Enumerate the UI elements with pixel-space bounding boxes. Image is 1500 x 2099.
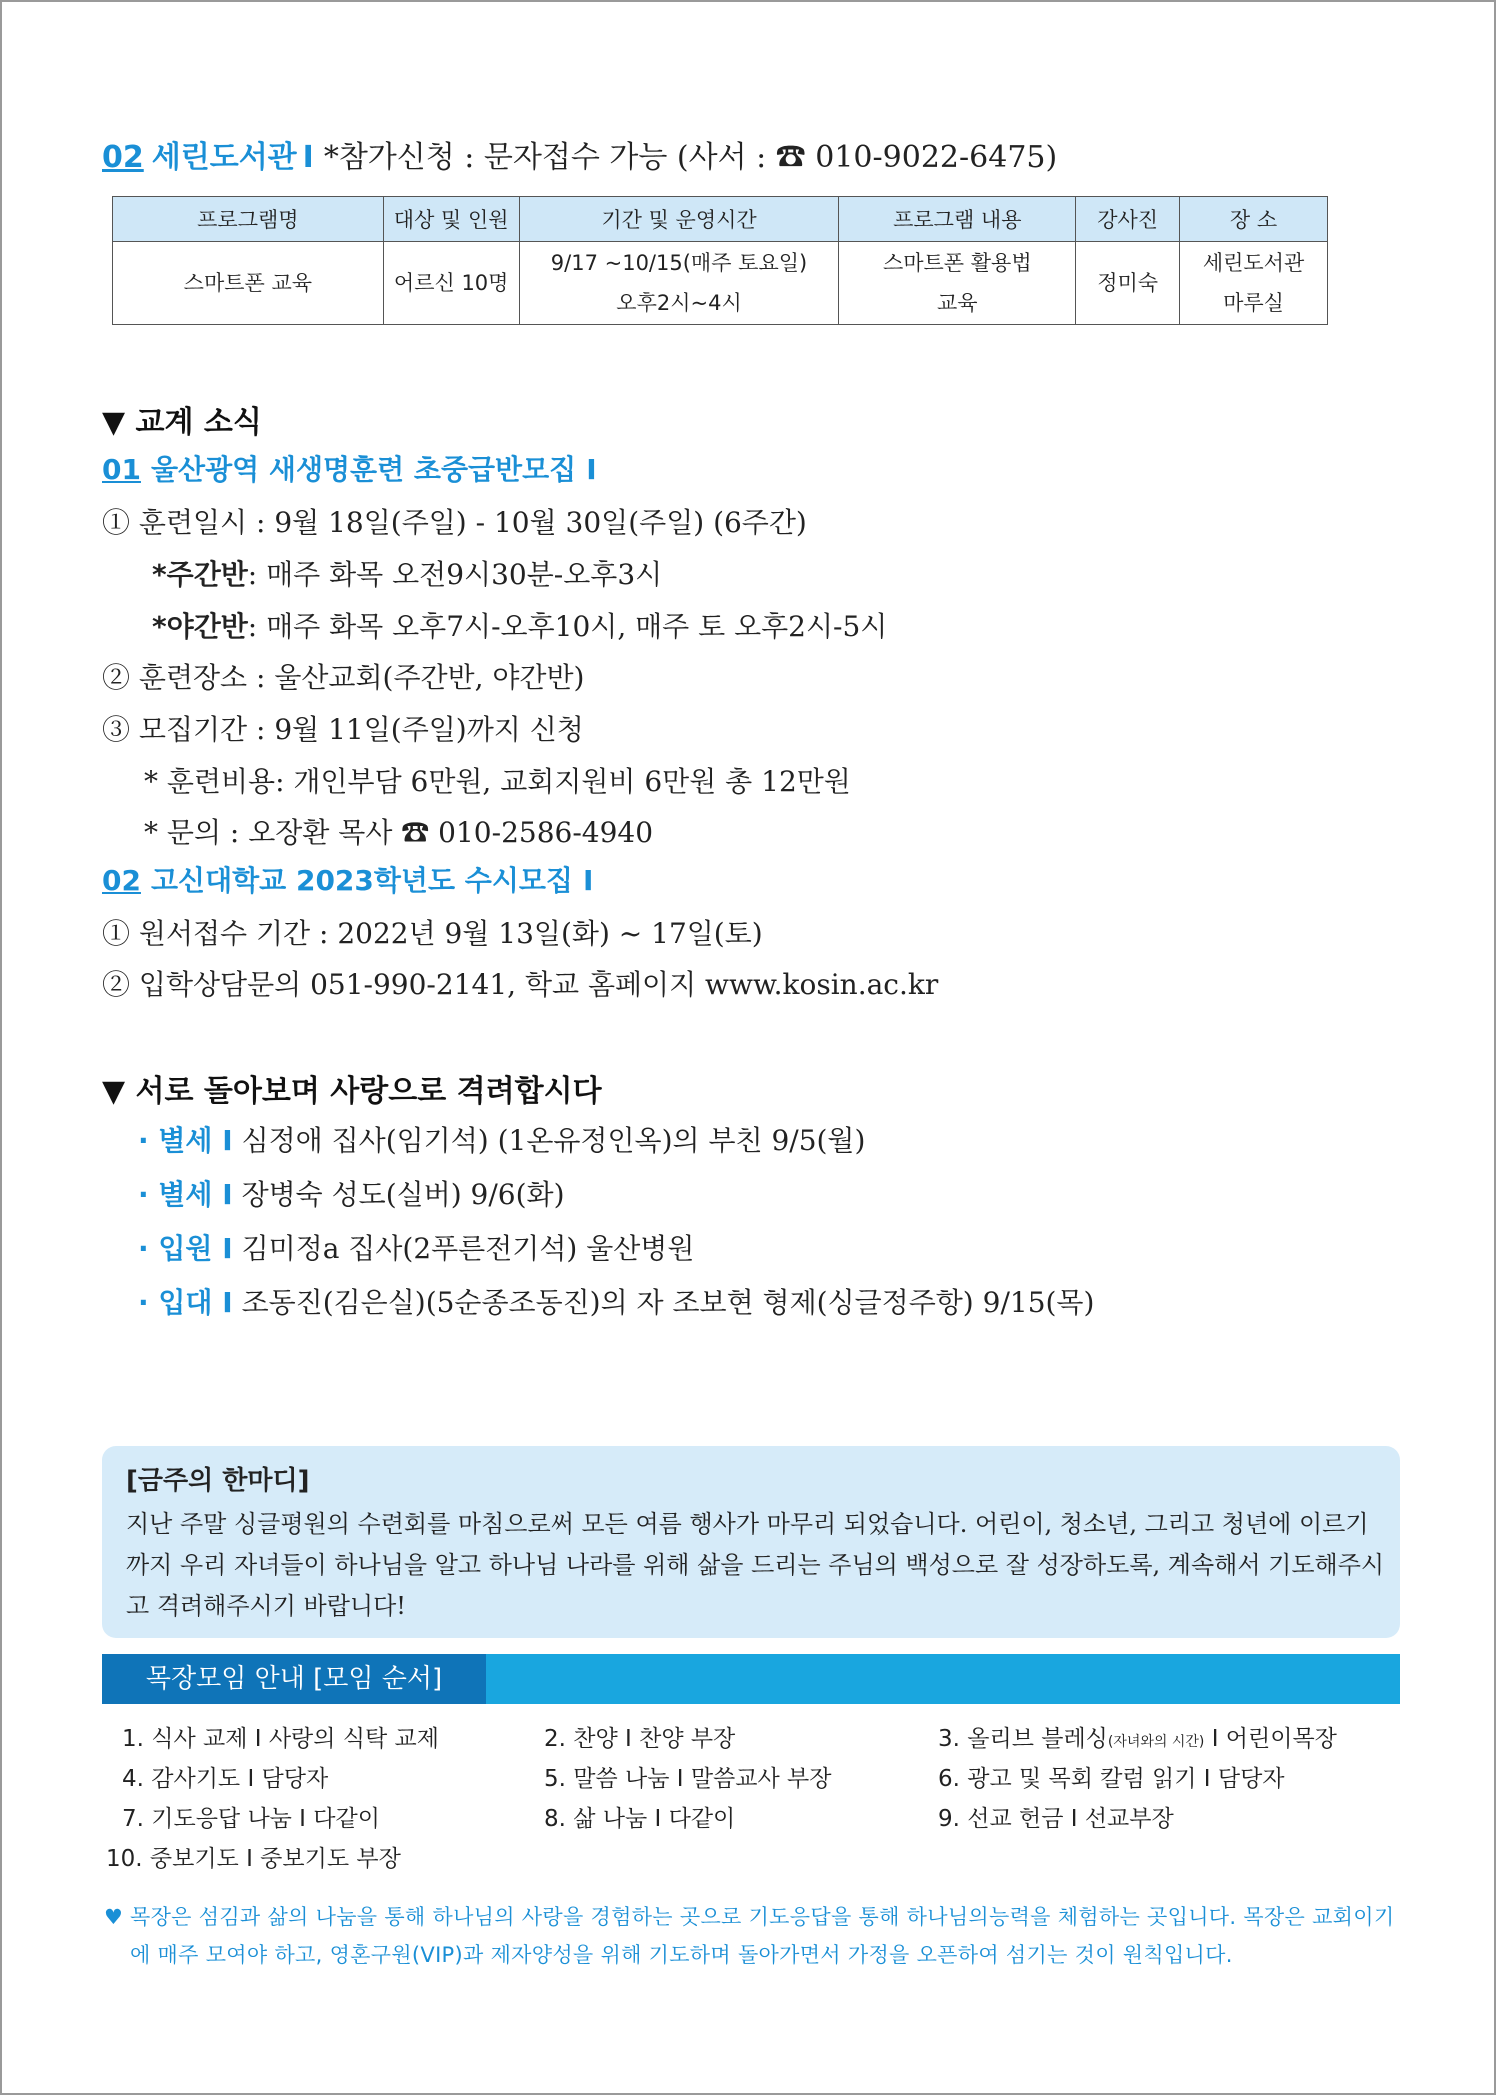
period-days: 9/17 ~10/15(매주 토요일) <box>550 251 808 275</box>
meeting-title-bar <box>102 1654 1400 1704</box>
training-contact: * 문의 : 오장환 목사 ☎ 010-2586-4940 <box>144 816 654 849</box>
night-class-label: *야간반 <box>152 610 248 643</box>
cell-target: 어르신 10명 <box>383 242 519 325</box>
meeting-step-7: 7. 기도응답 나눔 I 다같이 <box>122 1806 380 1832</box>
meeting-note-text: 목장은 섬김과 삶의 나눔을 통해 하나님의 사랑을 경험하는 곳으로 기도응답을 통해 하나님의능력을 체험하는 곳입니다. 목장은 교회이기에 매주 모여야 하고, 영혼구원(VIP)과 제자양성을 위해 기도하며 돌아가면서 가정을 오픈하여 섬기는 것이 원칙입니다. <box>130 1905 1395 1967</box>
weekly-word-title: [금주의 한마디] <box>126 1466 310 1496</box>
night-class-text: : 매주 화목 오후7시-오후10시, 매주 토 오후2시-5시 <box>247 610 888 643</box>
meeting-step-2: 2. 찬양 I 찬양 부장 <box>544 1726 736 1752</box>
header-place: 장 소 <box>1180 197 1328 242</box>
weekly-word-box <box>102 1446 1400 1638</box>
meeting-step-10: 10. 중보기도 I 중보기도 부장 <box>106 1846 401 1872</box>
care-tag: · 입원 I <box>138 1232 233 1265</box>
care-tag: · 별세 I <box>138 1124 233 1157</box>
news-item-2-title: 고신대학교 2023학년도 수시모집 <box>150 864 573 897</box>
list-item <box>138 1173 565 1213</box>
period-time: 오후2시~4시 <box>616 291 742 315</box>
news-item-2-number: 02 <box>102 864 141 897</box>
recruit-period: ③ 모집기간 : 9월 11일(주일)까지 신청 <box>102 713 584 746</box>
list-item <box>138 1227 694 1267</box>
heart-icon: ♥ <box>104 1905 124 1929</box>
care-text: 심정애 집사(임기석) (1온유정인옥)의 부친 9/5(월) <box>241 1124 866 1157</box>
application-period: ① 원서접수 기간 : 2022년 9월 13일(화) ~ 17일(토) <box>102 917 763 950</box>
meeting-note <box>104 1898 1414 1974</box>
content-line-2: 교육 <box>937 291 978 315</box>
header-target: 대상 및 인원 <box>383 197 519 242</box>
weekly-word-text: 지난 주말 싱글평원의 수련회를 마침으로써 모든 여름 행사가 마무리 되었습니다. 어린이, 청소년, 그리고 청년에 이르기까지 우리 자녀들이 하나님을 알고 하나님 나라를 위해 삶을 드리는 주님의 백성으로 잘 성장하도록, 계속해서 기도해주시고 격려해주시기 바랍니다! <box>126 1510 1385 1620</box>
header-instructor: 강사진 <box>1076 197 1180 242</box>
cell-period <box>519 242 839 325</box>
table-row <box>113 242 1328 325</box>
day-class-label: *주간반 <box>152 558 248 591</box>
care-heading: ▼ 서로 돌아보며 사랑으로 격려합시다 <box>102 1074 602 1109</box>
list-item <box>138 1119 865 1159</box>
program-table-header <box>113 197 1328 242</box>
meeting-step-3-leader: I 어린이목장 <box>1204 1726 1337 1752</box>
place-line-2: 마루실 <box>1223 291 1284 315</box>
admission-contact: ② 입학상담문의 051-990-2141, 학교 홈페이지 www.kosin.ac.kr <box>102 968 939 1001</box>
day-class-text: : 매주 화목 오전9시30분-오후3시 <box>247 558 663 591</box>
header-content: 프로그램 내용 <box>839 197 1076 242</box>
library-title: 세린도서관 <box>151 140 297 175</box>
news-item-1-title: 울산광역 새생명훈련 초중급반모집 <box>150 453 577 486</box>
library-note: *참가신청 : 문자접수 가능 (사서 : ☎ 010-9022-6475) <box>323 140 1058 175</box>
cell-instructor: 정미숙 <box>1076 242 1180 325</box>
header-program-name: 프로그램명 <box>113 197 384 242</box>
meeting-step-8: 8. 삶 나눔 I 다같이 <box>544 1806 736 1832</box>
day-class <box>152 553 662 593</box>
night-class <box>152 605 887 645</box>
meeting-step-3-label: 3. 올리브 블레싱 <box>938 1726 1108 1752</box>
meeting-step-5: 5. 말씀 나눔 I 말씀교사 부장 <box>544 1766 832 1792</box>
header-period: 기간 및 운영시간 <box>519 197 839 242</box>
meeting-step-4: 4. 감사기도 I 담당자 <box>122 1766 329 1792</box>
meeting-step-3-sub: (자녀와의 시간) <box>1107 1734 1205 1750</box>
cell-content <box>839 242 1076 325</box>
meeting-step-9: 9. 선교 헌금 I 선교부장 <box>938 1806 1174 1832</box>
place-line-1: 세린도서관 <box>1202 251 1305 275</box>
cell-place <box>1180 242 1328 325</box>
care-tag: · 입대 I <box>138 1286 233 1319</box>
news-item-2-divider: I <box>582 864 594 897</box>
meeting-title: 목장모임 안내 [모임 순서] <box>102 1654 486 1704</box>
content-line-1: 스마트폰 활용법 <box>882 251 1032 275</box>
list-item <box>138 1281 1094 1321</box>
care-text: 조동진(김은실)(5순종조동진)의 자 조보현 형제(싱글정주항) 9/15(목) <box>241 1286 1095 1319</box>
meeting-step-1: 1. 식사 교제 I 사랑의 식탁 교제 <box>122 1726 439 1752</box>
training-fee: * 훈련비용: 개인부담 6만원, 교회지원비 6만원 총 12만원 <box>144 765 851 798</box>
meeting-step-3 <box>938 1720 1337 1753</box>
training-date: ① 훈련일시 : 9월 18일(주일) - 10월 30일(주일) (6주간) <box>102 506 807 539</box>
news-item-1-heading <box>102 448 597 488</box>
training-place: ② 훈련장소 : 울산교회(주간반, 야간반) <box>102 661 585 694</box>
news-item-1-divider: I <box>586 453 597 486</box>
care-text: 장병숙 성도(실버) 9/6(화) <box>241 1178 565 1211</box>
care-tag: · 별세 I <box>138 1178 233 1211</box>
library-heading <box>102 132 1057 176</box>
care-text: 김미정a 집사(2푸른전기석) 울산병원 <box>241 1232 695 1265</box>
news-item-2-heading <box>102 859 593 899</box>
program-table <box>112 196 1328 325</box>
library-divider: I <box>302 140 314 175</box>
church-news-heading: ▼ 교계 소식 <box>102 405 262 440</box>
cell-program-name: 스마트폰 교육 <box>113 242 384 325</box>
news-item-1-number: 01 <box>102 453 141 486</box>
library-number: 02 <box>102 140 144 175</box>
meeting-step-6: 6. 광고 및 목회 칼럼 읽기 I 담당자 <box>938 1766 1285 1792</box>
